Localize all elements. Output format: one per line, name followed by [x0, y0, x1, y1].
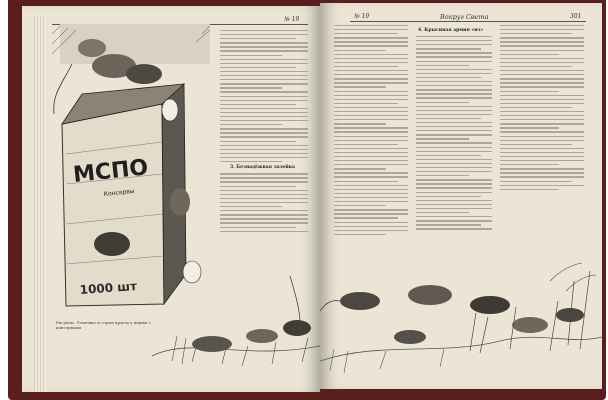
rats-grass-sketch [152, 266, 320, 376]
page-edges [34, 16, 46, 392]
folio: 301 [570, 13, 582, 20]
right-section-heading: 4. Крысиная армия «из» [418, 28, 484, 33]
left-text-column [220, 30, 308, 235]
illustration-caption: Рисунок: Лемешко и серые крысы у ящика с консервами [56, 320, 152, 330]
running-title: Вокруг Света [440, 13, 489, 21]
crate-label-2: Консервы [103, 187, 135, 198]
right-text-column-2 [416, 25, 492, 233]
crate-label: МСПО [72, 155, 150, 188]
right-text-column-3 [500, 25, 584, 193]
right-issue-number: № 19 [354, 13, 370, 20]
rats-running-illustration [320, 241, 602, 389]
right-text-column-1 [334, 25, 408, 238]
right-page [320, 3, 602, 389]
left-section-heading: 3. Безнадёжная лазейка [230, 165, 295, 171]
left-issue-number: № 19 [284, 16, 300, 23]
crate-count: 1000 шт [79, 279, 138, 297]
right-header-rule [350, 21, 586, 22]
left-page [22, 6, 320, 392]
